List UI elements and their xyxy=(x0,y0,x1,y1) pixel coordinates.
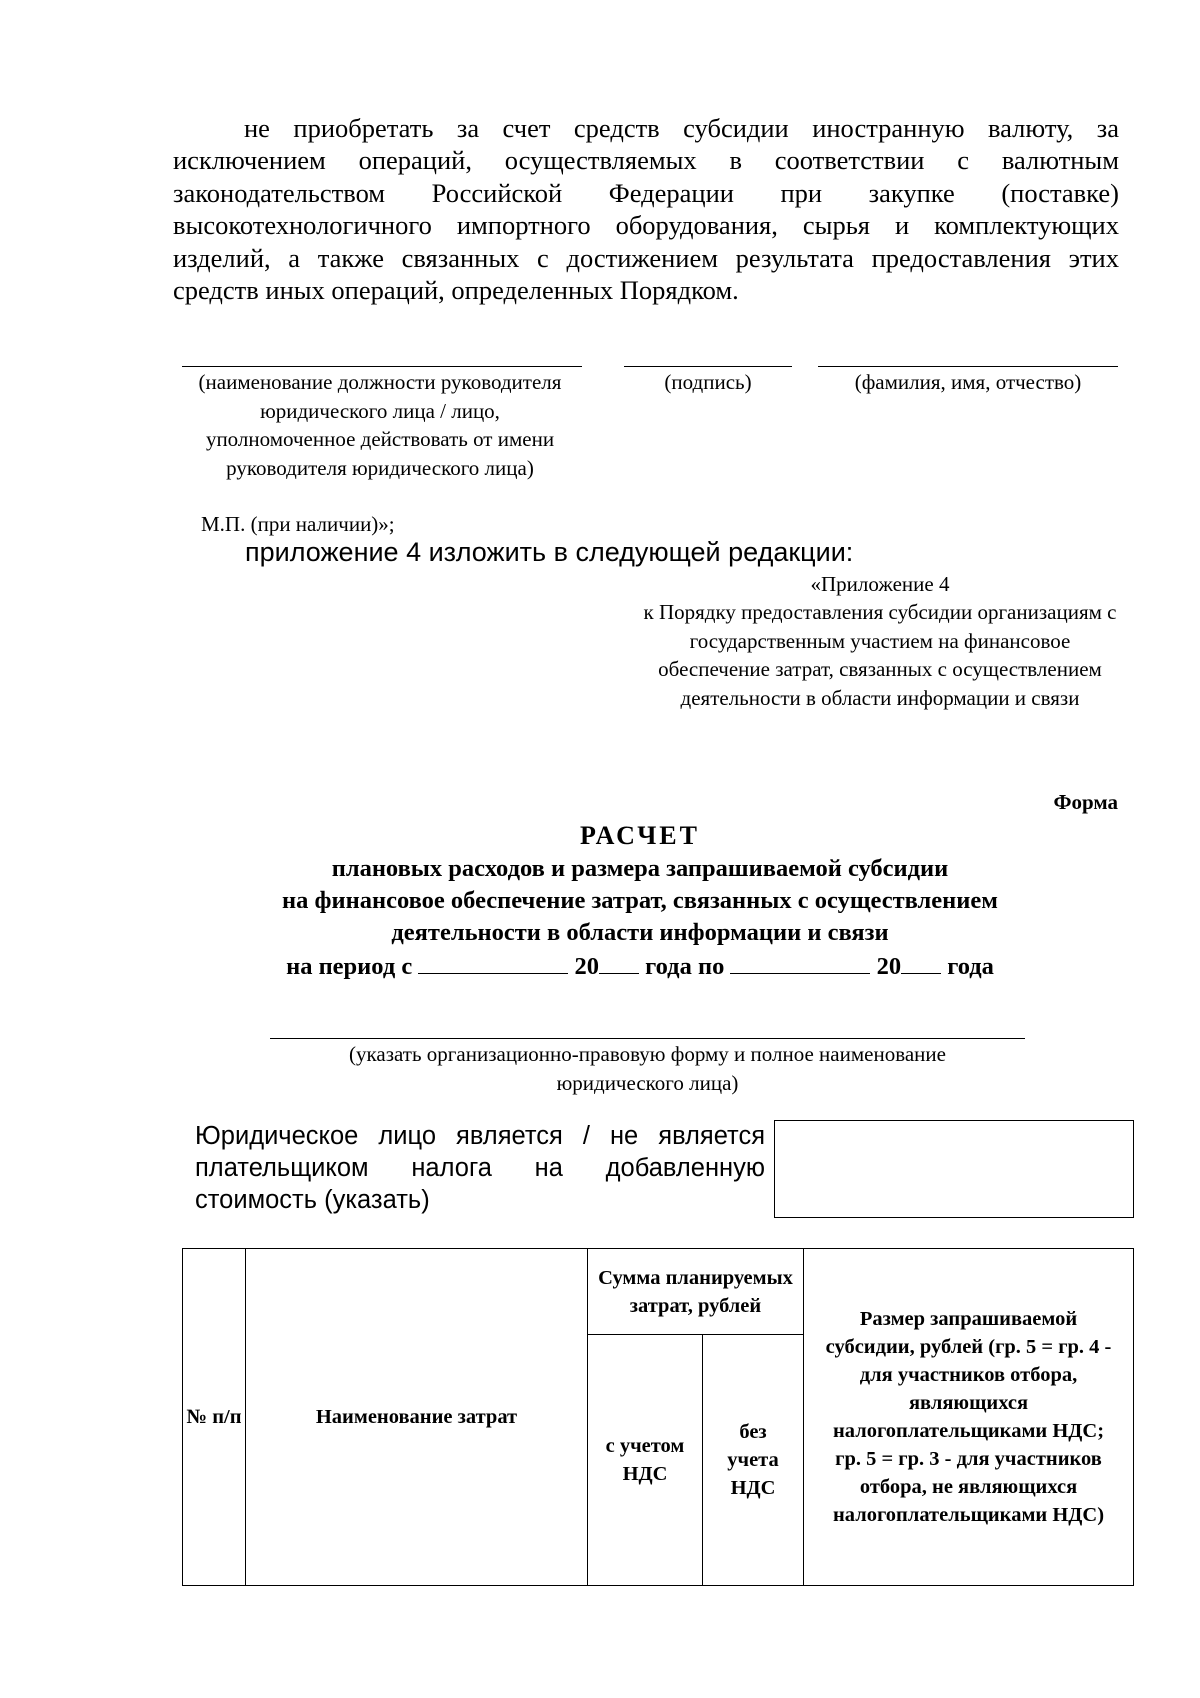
position-signature-line xyxy=(182,366,582,367)
vat-question: Юридическое лицо является / не является плательщиком налога на добавленную стоимость (указать) xyxy=(195,1122,765,1214)
period-end-year-blank[interactable] xyxy=(901,949,941,974)
period-line: на период с 20 года по 20 года xyxy=(286,953,994,980)
intro-paragraph: не приобретать за счет средств субсидии иностранную валюту, за исключением операций, осуществляемых в соответствии с валютным законодательством Российской Федерации при закупке (поставке) высокотехнологичного импортного оборудования, сырья и комплектующих изделий, а также связанных с достижением результата предоставления этих средств иных операций, определенных Порядком. xyxy=(173,113,1119,306)
period-start-year-blank[interactable] xyxy=(599,949,639,974)
seal-note: М.П. (при наличии)»; xyxy=(201,512,395,536)
appendix-number: «Приложение 4 xyxy=(810,572,950,596)
position-caption: (наименование должности руководителя юридического лица / лицо, уполномоченное действовать от имени руководителя юридического лица) xyxy=(198,370,562,480)
col-without-vat-header: без учета НДС xyxy=(703,1335,804,1586)
appendix-header xyxy=(640,570,1120,712)
signature-line xyxy=(624,366,792,367)
document-title: РАСЧЕТ xyxy=(580,821,700,850)
name-signature-line xyxy=(818,366,1118,367)
col-with-vat-header: с учетом НДС xyxy=(588,1335,703,1586)
organization-name-line[interactable] xyxy=(270,1038,1025,1039)
form-label: Форма xyxy=(1053,790,1118,814)
col-sum-header: Сумма планируемых затрат, рублей xyxy=(588,1249,804,1335)
col-name-header: Наименование затрат xyxy=(246,1249,588,1586)
appendix-reference: к Порядку предоставления субсидии организациям с государственным участием на финансовое обеспечение затрат, связанных с осуществлением деятельности в области информации и связи xyxy=(643,600,1117,710)
instruction-text: приложение 4 изложить в следующей редакции: xyxy=(245,537,854,567)
vat-answer-box[interactable] xyxy=(774,1120,1134,1218)
period-start-blank[interactable] xyxy=(418,949,568,974)
name-caption: (фамилия, имя, отчество) xyxy=(854,370,1082,394)
signature-caption: (подпись) xyxy=(664,370,752,394)
period-end-blank[interactable] xyxy=(730,949,870,974)
col-number-header: № п/п xyxy=(183,1249,246,1586)
costs-table xyxy=(182,1248,1134,1586)
document-subtitle: плановых расходов и размера запрашиваемой субсидии на финансовое обеспечение затрат, связанных с осуществлением деятельности в области информации и связи на период с 20 года по 20 года xyxy=(282,855,998,980)
organization-caption: (указать организационно-правовую форму и полное наименование юридического лица) xyxy=(349,1042,946,1095)
col-subsidy-header: Размер запрашиваемой субсидии, рублей (гр. 5 = гр. 4 - для участников отбора, являющихся налогоплательщиками НДС; гр. 5 = гр. 3 - для участников отбора, не являющихся налогоплательщиками НДС) xyxy=(804,1249,1134,1586)
